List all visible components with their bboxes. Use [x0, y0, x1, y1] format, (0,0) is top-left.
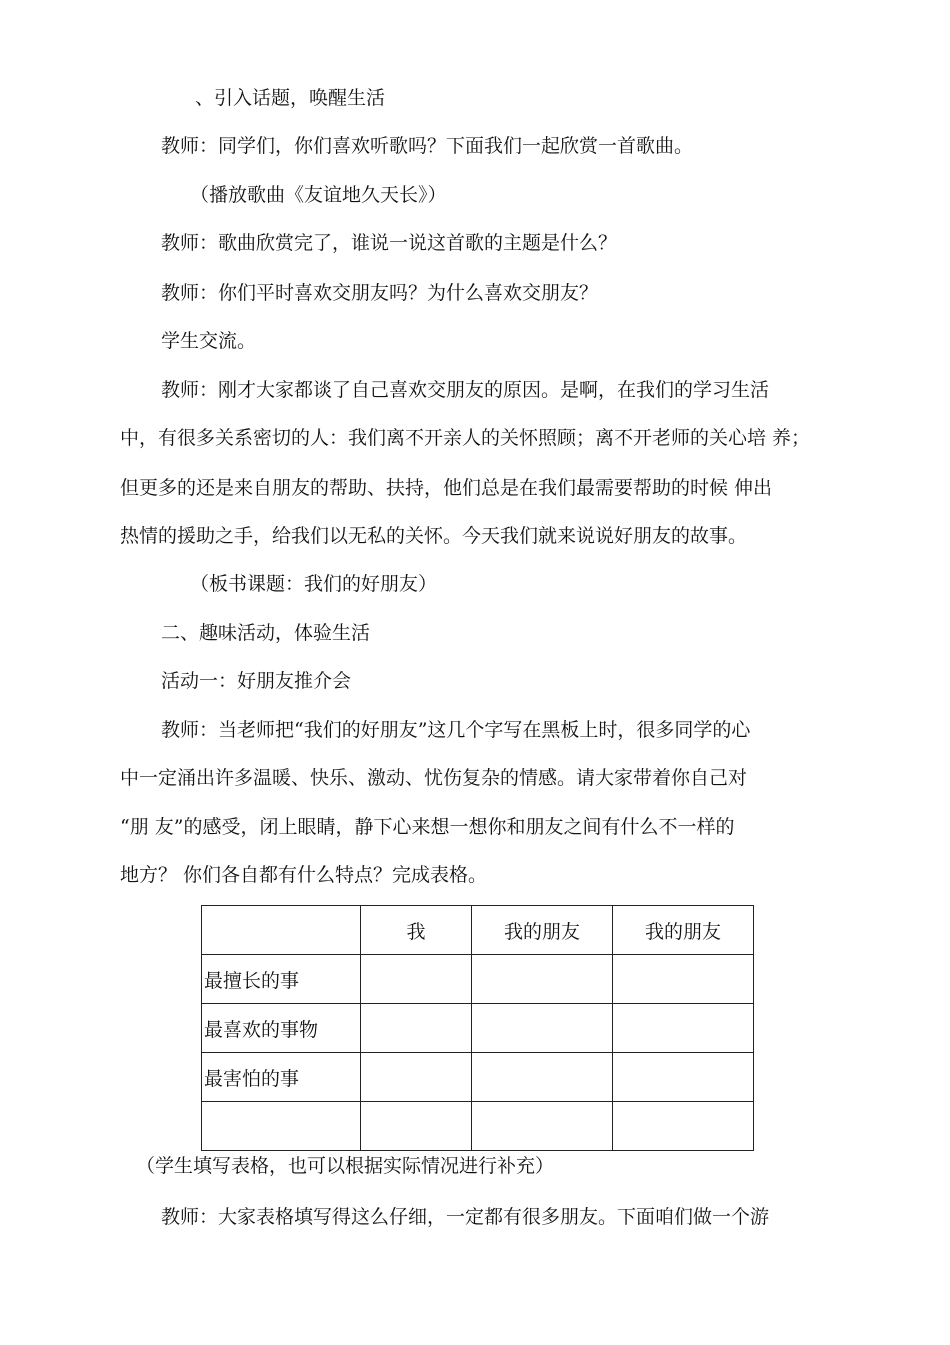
table-cell	[472, 1053, 613, 1102]
friends-comparison-table	[201, 905, 754, 1151]
section-heading-one: 、引入话题，唤醒生活	[195, 87, 386, 109]
table-header-cell: 我的朋友	[472, 906, 613, 955]
paragraph-line: 热情的援助之手，给我们以无私的关怀。今天我们就来说说好朋友的故事。	[120, 525, 748, 547]
activity-heading: 活动一：好朋友推介会	[161, 670, 352, 692]
paragraph-line: 教师：当老师把“我们的好朋友”这几个字写在黑板上时，很多同学的心	[161, 719, 751, 741]
table-header-row	[202, 906, 754, 955]
table-cell	[361, 955, 472, 1004]
paragraph-line	[120, 426, 832, 450]
table-row	[202, 1053, 754, 1102]
table-cell	[613, 955, 754, 1004]
table-header-cell: 我	[361, 906, 472, 955]
table-row	[202, 1102, 754, 1151]
table-cell	[613, 1102, 754, 1151]
table-cell	[361, 1053, 472, 1102]
paragraph: 教师：歌曲欣赏完了，谁说一说这首歌的主题是什么？	[161, 232, 618, 254]
paragraph-line: “朋 友”的感受，闭上眼睛，静下心来想一想你和朋友之间有什么不一样的	[120, 816, 735, 838]
row-label-cell: 最擅长的事	[202, 955, 361, 1004]
section-heading-two: 二、趣味活动，体验生活	[161, 622, 371, 644]
paragraph-line: 但更多的还是来自朋友的帮助、扶持，他们总是在我们最需要帮助的时候 伸出	[120, 477, 773, 499]
stage-direction: （学生填写表格，也可以根据实际情况进行补充）	[136, 1155, 555, 1177]
paragraph-line: 教师：刚才大家都谈了自己喜欢交朋友的原因。是啊，在我们的学习生活	[161, 379, 770, 401]
table-cell	[613, 1004, 754, 1053]
table-header-cell	[202, 906, 361, 955]
row-label-cell: 最害怕的事	[202, 1053, 361, 1102]
row-label-cell: 最喜欢的事物	[202, 1004, 361, 1053]
table-header-cell: 我的朋友	[613, 906, 754, 955]
table-cell	[361, 1102, 472, 1151]
table-cell	[472, 1102, 613, 1151]
stage-direction: （播放歌曲《友谊地久天长》）	[190, 184, 447, 206]
paragraph-line: 地方？ 你们各自都有什么特点？完成表格。	[120, 864, 488, 886]
table-row	[202, 1004, 754, 1053]
paragraph-line-text: 中，有很多关系密切的人：我们离不开亲人的关怀照顾；离不开老师的关心培 养；	[120, 427, 811, 449]
table-cell	[361, 1004, 472, 1053]
table-cell	[472, 1004, 613, 1053]
paragraph: 教师：大家表格填写得这么仔细，一定都有很多朋友。下面咱们做一个游	[161, 1206, 770, 1228]
table-row	[202, 955, 754, 1004]
paragraph: 学生交流。	[161, 330, 257, 352]
paragraph: 教师：同学们，你们喜欢听歌吗？下面我们一起欣赏一首歌曲。	[161, 135, 694, 157]
paragraph: 教师：你们平时喜欢交朋友吗？为什么喜欢交朋友？	[161, 282, 599, 304]
stage-direction: （板书课题：我们的好朋友）	[190, 573, 438, 595]
row-label-cell	[202, 1102, 361, 1151]
table-cell	[613, 1053, 754, 1102]
paragraph-line: 中一定涌出许多温暖、快乐、激动、忧伤复杂的情感。请大家带着你自己对	[120, 767, 748, 789]
table-cell	[472, 955, 613, 1004]
